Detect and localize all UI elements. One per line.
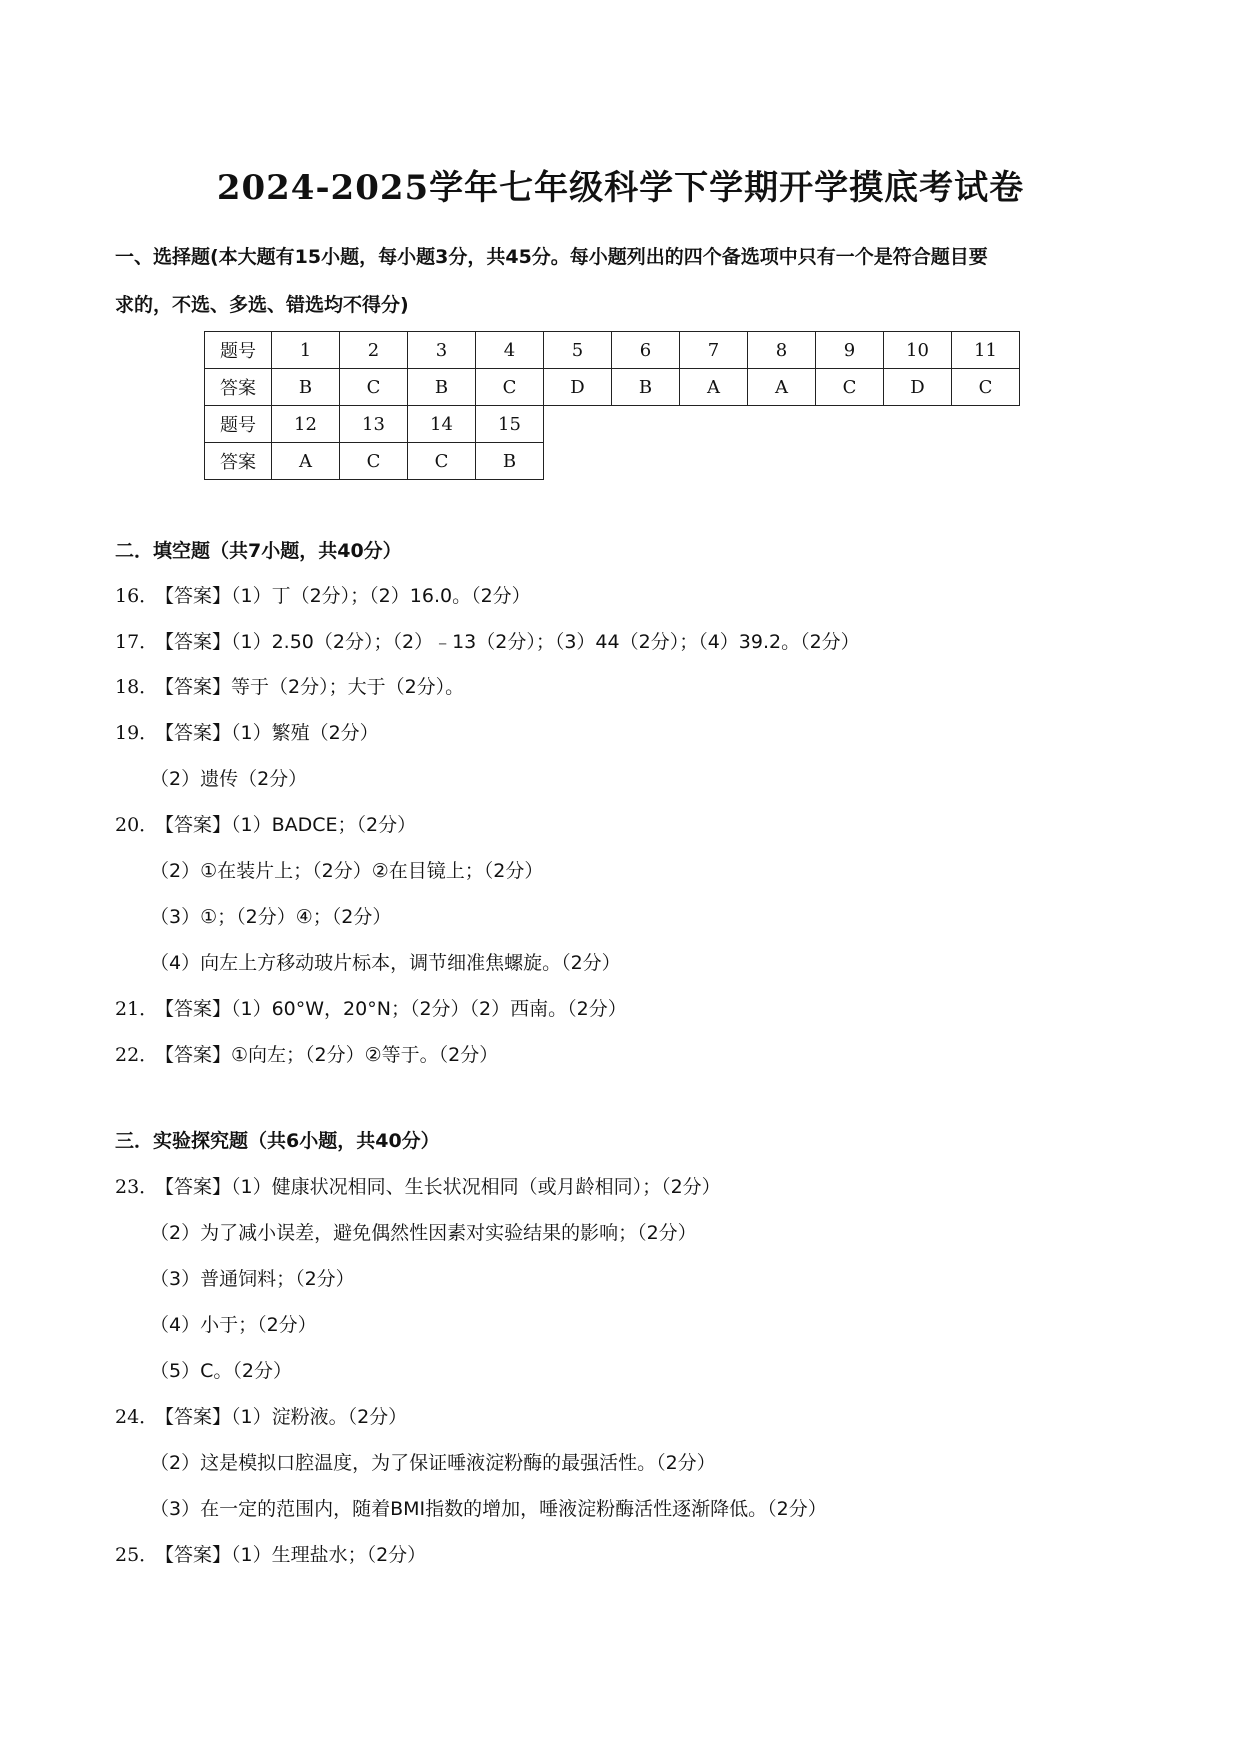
answer-text: （4）向左上方移动玻片标本，调节细准焦螺旋。（2分） [150,952,621,974]
question-number: 13 [340,406,408,443]
answer-subline [150,1218,697,1245]
answer-cell: A [680,369,748,406]
answer-line-17 [115,627,860,654]
answer-cell: D [544,369,612,406]
row-label-answer: 答案 [205,369,272,406]
answer-line-20 [115,810,416,837]
table-row [205,443,1020,480]
question-number: 16． [115,585,159,607]
question-number: 9 [816,332,884,369]
section1-heading-line2: 求的，不选、多选、错选均不得分) [115,294,409,316]
row-label-question: 题号 [205,406,272,443]
row-label-answer: 答案 [205,443,272,480]
answer-subline [150,902,391,929]
question-number: 2 [340,332,408,369]
question-number: 15 [476,406,544,443]
empty-area [544,443,1020,480]
answer-text: 【答案】①向左；（2分）②等于。（2分） [155,1044,499,1066]
row-label-question: 题号 [205,332,272,369]
answer-text: 【答案】（1）淀粉液。（2分） [155,1406,408,1428]
answer-text: （4）小于；（2分） [150,1314,317,1336]
table-row [205,406,1020,443]
question-number: 25． [115,1544,159,1566]
question-number: 18． [115,676,159,698]
answer-subline [150,948,621,975]
question-number: 5 [544,332,612,369]
answer-text: 【答案】（1）健康状况相同、生长状况相同（或月龄相同）；（2分） [155,1176,721,1198]
answer-text: 【答案】（1）繁殖（2分） [155,722,379,744]
question-number: 6 [612,332,680,369]
section1-heading-line1: 一、选择题(本大题有15小题，每小题3分，共45分。每小题列出的四个备选项中只有一个是符合题目要 [115,246,988,268]
section3-heading: 三．实验探究题（共6小题，共40分） [115,1130,440,1152]
answer-cell: B [272,369,340,406]
question-number: 22． [115,1044,159,1066]
answer-line-21 [115,994,627,1021]
question-number: 1 [272,332,340,369]
answer-text: 【答案】（1）2.50（2分）；（2）﹣13（2分）；（3）44（2分）；（4）39.2。（2分） [155,631,860,653]
answer-text: （3）①；（2分）④；（2分） [150,906,392,928]
empty-area [544,406,1020,443]
answer-line-18 [115,672,464,699]
answer-subline [150,1264,355,1291]
answer-subline [150,1448,716,1475]
answer-text: （3）普通饲料；（2分） [150,1268,355,1290]
answer-table [204,331,1020,480]
answer-line-25 [115,1540,426,1567]
question-number: 20． [115,814,159,836]
question-number: 19． [115,722,159,744]
answer-text: 【答案】（1）BADCE；（2分） [155,814,417,836]
answer-subline [150,1356,292,1383]
answer-cell: C [476,369,544,406]
page-title: 2024-2025学年七年级科学下学期开学摸底考试卷 [216,168,1025,208]
question-number: 4 [476,332,544,369]
answer-text: （2）为了减小误差，避免偶然性因素对实验结果的影响；（2分） [150,1222,697,1244]
question-number: 10 [884,332,952,369]
answer-text: （2）①在装片上；（2分）②在目镜上；（2分） [150,860,544,882]
answer-line-16 [115,581,531,608]
answer-cell: B [612,369,680,406]
answer-cell: D [884,369,952,406]
question-number: 3 [408,332,476,369]
answer-cell: A [748,369,816,406]
answer-text: 【答案】（1）丁（2分）；（2）16.0。（2分） [155,585,531,607]
question-number: 17． [115,631,159,653]
question-number: 21． [115,998,159,1020]
answer-line-19 [115,718,379,745]
answer-cell: B [476,443,544,480]
question-number: 24． [115,1406,159,1428]
question-number: 23． [115,1176,159,1198]
question-number: 14 [408,406,476,443]
answer-text: 【答案】（1）60°W，20°N；（2分）（2）西南。（2分） [155,998,627,1020]
question-number: 8 [748,332,816,369]
answer-text: 【答案】等于（2分）；大于（2分）。 [155,676,465,698]
answer-text: （3）在一定的范围内，随着BMI指数的增加，唾液淀粉酶活性逐渐降低。（2分） [150,1498,827,1520]
table-row [205,332,1020,369]
answer-subline [150,1310,317,1337]
answer-line-24 [115,1402,407,1429]
answer-cell: C [816,369,884,406]
answer-cell: C [408,443,476,480]
question-number: 7 [680,332,748,369]
answer-text: （2）这是模拟口腔温度，为了保证唾液淀粉酶的最强活性。（2分） [150,1452,716,1474]
answer-subline [150,856,543,883]
question-number: 12 [272,406,340,443]
answer-cell: C [340,369,408,406]
answer-cell: A [272,443,340,480]
answer-text: （2）遗传（2分） [150,768,308,790]
answer-line-23 [115,1172,721,1199]
answer-cell: B [408,369,476,406]
section2-heading: 二．填空题（共7小题，共40分） [115,540,402,562]
answer-text: （5）C。（2分） [150,1360,292,1382]
answer-cell: C [340,443,408,480]
table-row [205,369,1020,406]
answer-cell: C [952,369,1020,406]
answer-subline [150,764,307,791]
answer-line-22 [115,1040,498,1067]
question-number: 11 [952,332,1020,369]
answer-subline [150,1494,827,1521]
answer-text: 【答案】（1）生理盐水；（2分） [155,1544,427,1566]
